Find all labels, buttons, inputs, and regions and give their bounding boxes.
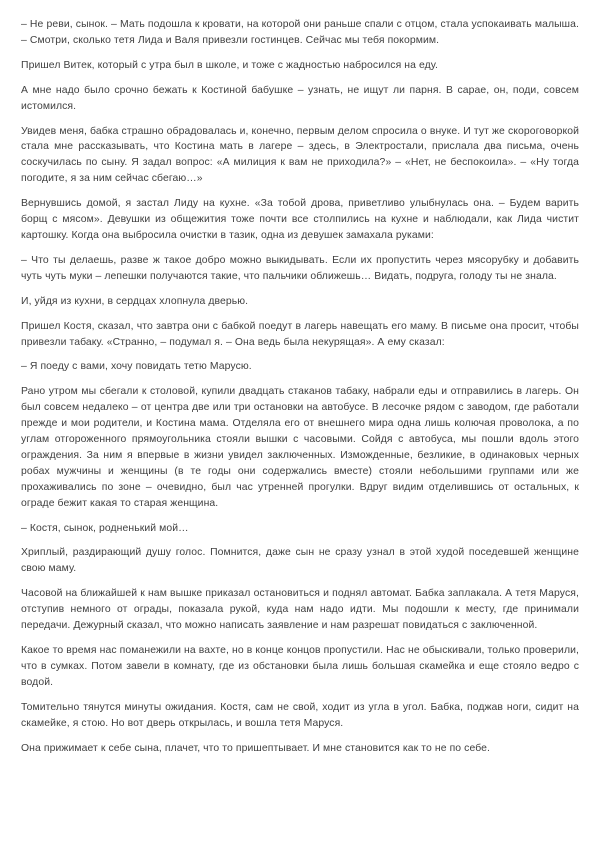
paragraph: Рано утром мы сбегали к столовой, купили двадцать стаканов табаку, набрали еды и отправились в лагерь. Он был совсем недалеко – от центра две или три остановки на автобусе. В лесочке рядом с заводом, где работали прежде и мои родители, и Костина мама. Отделяла его от внешнего мира одна лишь колючая проволока, а по углам отгороженного прямоугольника стояли вышки с часовыми. Сойдя с автобуса, мы пошли вдоль этого ограждения. За ним я впервые в жизни увидел заключенных. Изможденные, безликие, в одинаковых черных робах мужчины и женщины (в те годы они содержались вместе) стояли небольшими группами или же прохаживались по зоне – очевидно, был час утренней прогулки. Вдруг видим отделившись от остальных, к ограде бежит какая то старая женщина. [21,386,579,509]
paragraph: Она прижимает к себе сына, плачет, что то пришептывает. И мне становится как то не по себе. [21,742,491,754]
paragraph: Какое то время нас поманежили на вахте, но в конце концов пропустили. Нас не обыскивали, только проверили, что в сумках. Потом завели в комнату, где из обстановки была лишь большая скамейка и еще стояло ведро с водой. [21,645,579,688]
paragraph: И, уйдя из кухни, в сердцах хлопнула дверью. [21,295,249,307]
paragraph: Увидев меня, бабка страшно обрадовалась и, конечно, первым делом спросила о внуке. И тут же скороговоркой стала мне рассказывать, что Костина мать в лагере – здесь, в Электростали, прислала два письма, очень соскучилась по сыну. Я задал вопрос: «А милиция к вам не приходила?» – «Нет, не беспокоила». – «Ну тогда погодите, я за ним сейчас сбегаю…» [21,125,579,185]
paragraph: Пришел Витек, который с утра был в школе, и тоже с жадностью набросился на еду. [21,59,439,71]
document-body-text [21,17,579,756]
paragraph: – Костя, сынок, родненький мой… [21,522,189,534]
paragraph: – Я поеду с вами, хочу повидать тетю Марусю. [21,361,252,373]
paragraph: Хриплый, раздирающий душу голос. Помнится, даже сын не сразу узнал в этой худой поседевшей женщине свою маму. [21,547,579,575]
paragraph: – Не реви, сынок. – Мать подошла к кровати, на которой они раньше спали с отцом, стала успокаивать малыша. – Смотри, сколько тетя Лида и Валя привезли гостинцев. Сейчас мы тебя покормим. [21,19,579,46]
paragraph: Томительно тянутся минуты ожидания. Костя, сам не свой, ходит из угла в угол. Бабка, поджав ноги, сидит на скамейке, я стою. Но вот дверь открылась, и вошла тетя Маруся. [21,701,579,729]
paragraph: А мне надо было срочно бежать к Костиной бабушке – узнать, не ищут ли парня. В сарае, он, поди, совсем истомился. [21,84,579,112]
paragraph: Пришел Костя, сказал, что завтра они с бабкой поедут в лагерь навещать его маму. В письме она просит, чтобы привезли табаку. «Странно, – подумал я. – Она ведь была некурящая». А ему сказал: [21,320,579,348]
paragraph: Часовой на ближайшей к нам вышке приказал остановиться и поднял автомат. Бабка заплакала. А тетя Маруся, отступив немного от ограды, показала рукой, куда нам надо идти. Мы подошли к месту, где принимали передачи. Дежурный сказал, что можно написать заявление и нам разрешат повидаться с заключенной. [21,588,579,632]
paragraph: Вернувшись домой, я застал Лиду на кухне. «За тобой дрова, приветливо улыбнулась она. – Будем варить борщ с мясом». Девушки из общежития тоже почти все столпились на кухне и наблюдали, как Лида чистит картошку. Когда она выбросила очистки в тазик, одна из девушек замахала руками: [21,198,579,241]
paragraph: – Что ты делаешь, разве ж такое добро можно выкидывать. Если их пропустить через мясорубку и добавить чуть чуть муки – лепешки получаются такие, что пальчики оближешь… Видать, подруга, голоду ты не знала. [21,254,579,282]
